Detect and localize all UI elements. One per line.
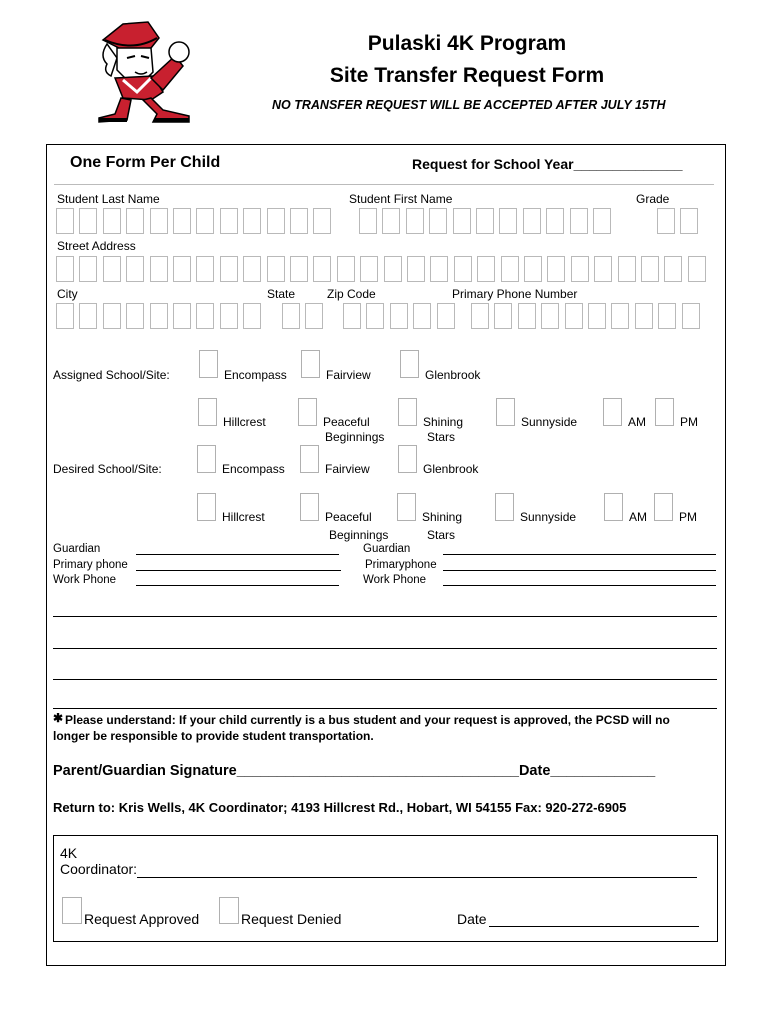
char-box[interactable]	[407, 256, 425, 282]
assigned-beginnings-label: Beginnings	[325, 430, 385, 444]
assigned-glenbrook-label: Glenbrook	[425, 368, 481, 382]
char-box[interactable]	[313, 256, 331, 282]
coordinator-date-field[interactable]	[489, 926, 699, 927]
char-box[interactable]	[430, 256, 448, 282]
program-title: Pulaski 4K Program	[367, 32, 567, 55]
assigned-pm-checkbox[interactable]	[655, 398, 674, 426]
char-box[interactable]	[501, 256, 519, 282]
char-box[interactable]	[588, 303, 606, 329]
coordinator-label-4k: 4K	[60, 845, 78, 861]
desired-pm-label: PM	[679, 510, 697, 524]
assigned-school-label: Assigned School/Site:	[53, 368, 170, 382]
desired-encompass-checkbox[interactable]	[197, 445, 216, 473]
assigned-am-checkbox[interactable]	[603, 398, 622, 426]
char-box[interactable]	[384, 256, 402, 282]
assigned-hillcrest-label: Hillcrest	[223, 415, 266, 429]
char-box[interactable]	[541, 303, 559, 329]
assigned-shining-checkbox[interactable]	[398, 398, 417, 426]
char-box[interactable]	[56, 256, 74, 282]
assigned-pm-label: PM	[680, 415, 698, 429]
assigned-fairview-checkbox[interactable]	[301, 350, 320, 378]
char-box[interactable]	[523, 208, 541, 234]
char-box[interactable]	[313, 208, 331, 234]
request-approved-label: Request Approved	[84, 911, 200, 927]
char-box[interactable]	[611, 303, 629, 329]
assigned-fairview-label: Fairview	[326, 368, 371, 382]
char-box[interactable]	[546, 208, 564, 234]
coordinator-signature-field[interactable]	[137, 877, 697, 878]
primary-phone-1-field[interactable]	[136, 570, 341, 571]
assigned-encompass-label: Encompass	[224, 368, 287, 382]
desired-glenbrook-label: Glenbrook	[423, 462, 479, 476]
student-first-name-label: Student First Name	[349, 192, 453, 206]
divider	[54, 184, 714, 185]
desired-fairview-checkbox[interactable]	[300, 445, 319, 473]
desired-hillcrest-label: Hillcrest	[222, 510, 265, 524]
char-box[interactable]	[56, 208, 74, 234]
signature-line[interactable]: Parent/Guardian Signature___________________________________Date_____________	[53, 763, 656, 779]
request-denied-checkbox[interactable]	[219, 897, 239, 924]
char-box[interactable]	[366, 303, 384, 329]
char-box[interactable]	[524, 256, 542, 282]
comment-line-1[interactable]	[53, 616, 717, 617]
desired-hillcrest-checkbox[interactable]	[197, 493, 216, 521]
request-approved-checkbox[interactable]	[62, 897, 82, 924]
char-box[interactable]	[150, 256, 168, 282]
char-box[interactable]	[243, 303, 261, 329]
desired-am-label: AM	[629, 510, 647, 524]
char-box[interactable]	[477, 256, 495, 282]
assigned-peaceful-checkbox[interactable]	[298, 398, 317, 426]
char-box[interactable]	[594, 256, 612, 282]
char-box[interactable]	[437, 303, 455, 329]
char-box[interactable]	[429, 208, 447, 234]
char-box[interactable]	[494, 303, 512, 329]
comment-line-4[interactable]	[53, 708, 717, 709]
comment-line-3[interactable]	[53, 679, 717, 680]
char-box[interactable]	[664, 256, 682, 282]
char-box[interactable]	[476, 208, 494, 234]
char-box[interactable]	[454, 256, 472, 282]
desired-fairview-label: Fairview	[325, 462, 370, 476]
school-year-label[interactable]: Request for School Year______________	[412, 156, 683, 172]
assigned-shining-label: Shining	[423, 415, 464, 429]
assigned-peaceful-label: Peaceful	[323, 415, 370, 429]
asterisk-icon: ✱	[53, 711, 64, 725]
desired-school-label: Desired School/Site:	[53, 462, 162, 476]
char-box[interactable]	[571, 256, 589, 282]
primary-phone-2-label: Primaryphone	[365, 559, 437, 571]
char-box[interactable]	[103, 303, 121, 329]
char-box[interactable]	[390, 303, 408, 329]
desired-glenbrook-checkbox[interactable]	[398, 445, 417, 473]
char-box[interactable]	[267, 208, 285, 234]
desired-beginnings-label: Beginnings	[329, 528, 389, 542]
desired-encompass-label: Encompass	[222, 462, 285, 476]
char-box[interactable]	[79, 256, 97, 282]
assigned-encompass-checkbox[interactable]	[199, 350, 218, 378]
char-box[interactable]	[565, 303, 583, 329]
char-box[interactable]	[290, 208, 308, 234]
char-box[interactable]	[413, 303, 431, 329]
desired-peaceful-label: Peaceful	[325, 510, 372, 524]
guardian-1-field[interactable]	[136, 554, 339, 555]
char-box[interactable]	[337, 256, 355, 282]
comment-line-2[interactable]	[53, 648, 717, 649]
desired-sunnyside-label: Sunnyside	[520, 510, 577, 524]
char-box[interactable]	[150, 208, 168, 234]
char-box[interactable]	[220, 208, 238, 234]
guardian-2-label: Guardian	[363, 543, 411, 555]
coordinator-label: Coordinator:	[60, 861, 138, 877]
char-box[interactable]	[471, 303, 489, 329]
char-box[interactable]	[657, 208, 675, 234]
desired-shining-checkbox[interactable]	[397, 493, 416, 521]
desired-sunnyside-checkbox[interactable]	[495, 493, 514, 521]
grade-label: Grade	[636, 192, 670, 206]
char-box[interactable]	[56, 303, 74, 329]
one-form-label: One Form Per Child	[70, 154, 221, 171]
char-box[interactable]	[635, 303, 653, 329]
char-box[interactable]	[453, 208, 471, 234]
char-box[interactable]	[593, 208, 611, 234]
desired-am-checkbox[interactable]	[604, 493, 623, 521]
char-box[interactable]	[290, 256, 308, 282]
work-phone-1-field[interactable]	[136, 585, 339, 586]
char-box[interactable]	[79, 303, 97, 329]
char-box[interactable]	[282, 303, 300, 329]
char-box[interactable]	[359, 208, 377, 234]
assigned-am-label: AM	[628, 415, 646, 429]
char-box[interactable]	[267, 256, 285, 282]
phone-label: Primary Phone Number	[452, 287, 578, 301]
coordinator-date-label: Date	[457, 911, 487, 927]
desired-stars-label: Stars	[427, 528, 456, 542]
request-denied-label: Request Denied	[241, 911, 342, 927]
char-box[interactable]	[196, 256, 214, 282]
char-box[interactable]	[220, 256, 238, 282]
guardian-1-label: Guardian	[53, 543, 101, 555]
work-phone-2-label: Work Phone	[363, 574, 427, 586]
assigned-sunnyside-checkbox[interactable]	[496, 398, 515, 426]
desired-pm-checkbox[interactable]	[654, 493, 673, 521]
char-box[interactable]	[658, 303, 676, 329]
zip-label: Zip Code	[327, 287, 376, 301]
char-box[interactable]	[618, 256, 636, 282]
char-box[interactable]	[343, 303, 361, 329]
char-box[interactable]	[196, 208, 214, 234]
char-box[interactable]	[360, 256, 378, 282]
work-phone-1-label: Work Phone	[53, 574, 117, 586]
deadline-notice: NO TRANSFER REQUEST WILL BE ACCEPTED AFTER JULY 15TH	[272, 98, 666, 112]
char-box[interactable]	[173, 303, 191, 329]
primary-phone-1-label: Primary phone	[53, 559, 128, 571]
char-box[interactable]	[243, 208, 261, 234]
assigned-sunnyside-label: Sunnyside	[521, 415, 578, 429]
char-box[interactable]	[382, 208, 400, 234]
primary-phone-2-field[interactable]	[443, 570, 716, 571]
assigned-hillcrest-checkbox[interactable]	[198, 398, 217, 426]
char-box[interactable]	[499, 208, 517, 234]
char-box[interactable]	[150, 303, 168, 329]
char-box[interactable]	[173, 256, 191, 282]
guardian-2-field[interactable]	[443, 554, 716, 555]
char-box[interactable]	[173, 208, 191, 234]
char-box[interactable]	[103, 208, 121, 234]
char-box[interactable]	[126, 256, 144, 282]
assigned-stars-label: Stars	[427, 430, 456, 444]
char-box[interactable]	[688, 256, 706, 282]
char-box[interactable]	[547, 256, 565, 282]
transport-note-line2: longer be responsible to provide student transportation.	[53, 729, 374, 743]
char-box[interactable]	[641, 256, 659, 282]
return-address: Return to: Kris Wells, 4K Coordinator; 4193 Hillcrest Rd., Hobart, WI 54155 Fax: 920-272-6905	[53, 800, 627, 815]
char-box[interactable]	[126, 303, 144, 329]
form-title: Site Transfer Request Form	[329, 64, 605, 87]
char-box[interactable]	[680, 208, 698, 234]
char-box[interactable]	[103, 256, 121, 282]
char-box[interactable]	[126, 208, 144, 234]
char-box[interactable]	[79, 208, 97, 234]
student-last-name-label: Student Last Name	[57, 192, 160, 206]
char-box[interactable]	[196, 303, 214, 329]
char-box[interactable]	[220, 303, 238, 329]
state-label: State	[267, 287, 296, 301]
char-box[interactable]	[406, 208, 424, 234]
desired-peaceful-checkbox[interactable]	[300, 493, 319, 521]
desired-shining-label: Shining	[422, 510, 463, 524]
street-address-label: Street Address	[57, 239, 136, 253]
transport-note: Please understand: If your child currently is a bus student and your request is approved, the PCSD will no	[65, 713, 670, 727]
work-phone-2-field[interactable]	[443, 585, 716, 586]
char-box[interactable]	[518, 303, 536, 329]
assigned-glenbrook-checkbox[interactable]	[400, 350, 419, 378]
city-label: City	[57, 287, 78, 301]
char-box[interactable]	[305, 303, 323, 329]
char-box[interactable]	[682, 303, 700, 329]
char-box[interactable]	[570, 208, 588, 234]
char-box[interactable]	[243, 256, 261, 282]
